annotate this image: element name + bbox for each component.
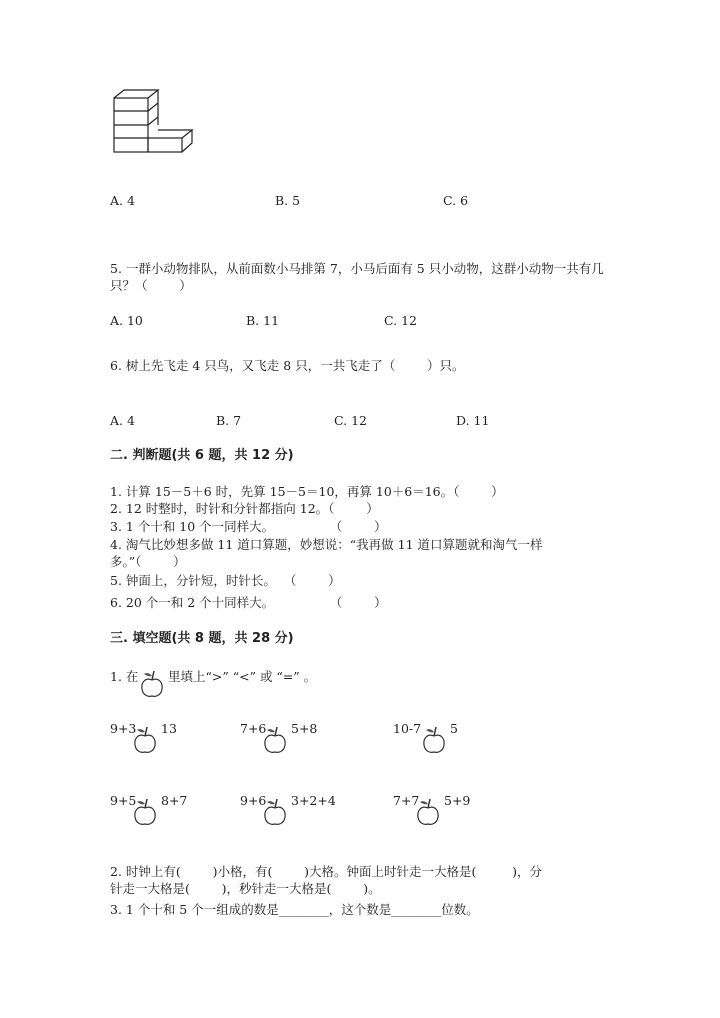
section3-title: 三. 填空题(共 8 题，共 28 分) <box>110 631 294 646</box>
q4-option-b: B. 5 <box>275 193 301 208</box>
fill-q2-line2: 针走一大格是( )，秒针走一大格是( )。 <box>110 881 381 896</box>
q5-option-a: A. 10 <box>110 313 143 328</box>
judge-item-4: 4. 淘气比妙想多做 11 道口算题，妙想说：“我再做 11 道口算题就和淘气一样 <box>110 537 543 552</box>
compare-left: 10-7 <box>393 721 422 736</box>
q6-option-d: D. 11 <box>456 413 490 428</box>
fill-q1-prefix: 1. 在 <box>110 669 139 684</box>
judge-item-5: 5. 钟面上，分针短，时针长。 （ ） <box>110 573 341 588</box>
q5-option-b: B. 11 <box>246 313 280 328</box>
fill-q1-suffix: 里填上“>” “<” 或 “=” 。 <box>168 669 317 684</box>
q4-option-a: A. 4 <box>110 193 135 208</box>
compare-right: 8+7 <box>161 793 188 808</box>
q5-option-c: C. 12 <box>384 313 417 328</box>
apple-answer-icon[interactable] <box>132 796 158 826</box>
judge-item-1: 1. 计算 15－5＋6 时，先算 15－5＝10，再算 10＋6＝16。（ ） <box>110 484 504 499</box>
compare-left: 7+6 <box>240 721 267 736</box>
compare-right: 5+9 <box>444 793 471 808</box>
q6-option-c: C. 12 <box>334 413 367 428</box>
section2-title: 二. 判断题(共 6 题，共 12 分) <box>110 448 294 463</box>
stacked-blocks-figure <box>110 88 196 156</box>
judge-item-6: 6. 20 个一和 2 个十同样大。 （ ） <box>110 595 387 610</box>
compare-left: 9+6 <box>240 793 267 808</box>
q6-text: 6. 树上先飞走 4 只鸟，又飞走 8 只，一共飞走了（ ）只。 <box>110 358 465 373</box>
judge-item-4-cont: 多。”（ ） <box>110 554 186 569</box>
judge-item-3: 3. 1 个十和 10 个一同样大。 （ ） <box>110 519 387 534</box>
apple-answer-icon[interactable] <box>132 724 158 754</box>
apple-icon <box>139 668 165 698</box>
apple-answer-icon[interactable] <box>415 796 441 826</box>
compare-left: 9+5 <box>110 793 137 808</box>
q5-text-line2: 只？（ ） <box>110 278 192 293</box>
fill-q2-line1: 2. 时钟上有( )小格，有( )大格。钟面上时针走一大格是( )，分 <box>110 864 542 879</box>
compare-right: 5+8 <box>291 721 318 736</box>
judge-item-2: 2. 12 时整时，时针和分针都指向 12。（ ） <box>110 501 379 516</box>
q4-option-c: C. 6 <box>443 193 469 208</box>
q5-text-line1: 5. 一群小动物排队，从前面数小马排第 7，小马后面有 5 只小动物，这群小动物一共有几 <box>110 261 604 276</box>
q6-option-a: A. 4 <box>110 413 135 428</box>
apple-answer-icon[interactable] <box>262 724 288 754</box>
fill-q3-text: 3. 1 个十和 5 个一组成的数是________，这个数是________位数。 <box>110 902 479 917</box>
compare-right: 5 <box>450 721 458 736</box>
compare-right: 3+2+4 <box>291 793 336 808</box>
compare-right: 13 <box>161 721 177 736</box>
apple-answer-icon[interactable] <box>262 796 288 826</box>
q6-option-b: B. 7 <box>216 413 242 428</box>
compare-left: 7+7 <box>393 793 420 808</box>
apple-answer-icon[interactable] <box>421 724 447 754</box>
compare-left: 9+3 <box>110 721 137 736</box>
